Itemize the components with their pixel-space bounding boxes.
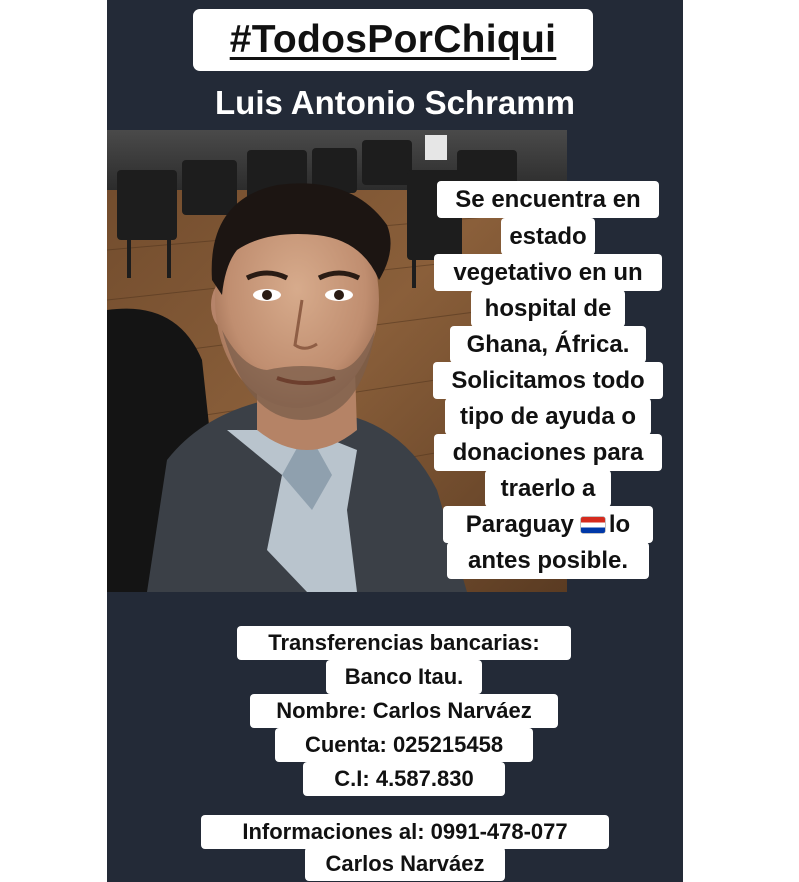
bank-line: Nombre: Carlos Narváez [250, 694, 558, 728]
message-line: Solicitamos todo [433, 362, 663, 399]
message-line: tipo de ayuda o [445, 398, 651, 435]
bank-line: C.I: 4.587.830 [303, 762, 505, 796]
message-line: hospital de [471, 290, 625, 327]
message-line: donaciones para [434, 434, 662, 471]
bank-line: Banco Itau. [326, 660, 482, 694]
message-line: vegetativo en un [434, 254, 662, 291]
message-line-flag [443, 506, 653, 543]
message-line: traerlo a [485, 470, 611, 507]
poster [107, 0, 683, 882]
message-line: estado [501, 218, 595, 255]
person-name: Luis Antonio Schramm [215, 84, 575, 121]
bank-line: Transferencias bancarias: [237, 626, 571, 660]
message-line-country: Paraguay [465, 510, 574, 538]
info-line: Carlos Narváez [305, 847, 505, 881]
hashtag-box [193, 9, 593, 71]
bank-line: Cuenta: 025215458 [275, 728, 533, 762]
message-line: Ghana, África. [450, 326, 646, 363]
message-line-suffix: lo [608, 510, 631, 538]
paraguay-flag-icon [581, 517, 605, 533]
message-line: antes posible. [447, 542, 649, 579]
hashtag-text: #TodosPorChiqui [229, 18, 557, 61]
info-line: Informaciones al: 0991-478-077 [201, 815, 609, 849]
message-line: Se encuentra en [437, 181, 659, 218]
